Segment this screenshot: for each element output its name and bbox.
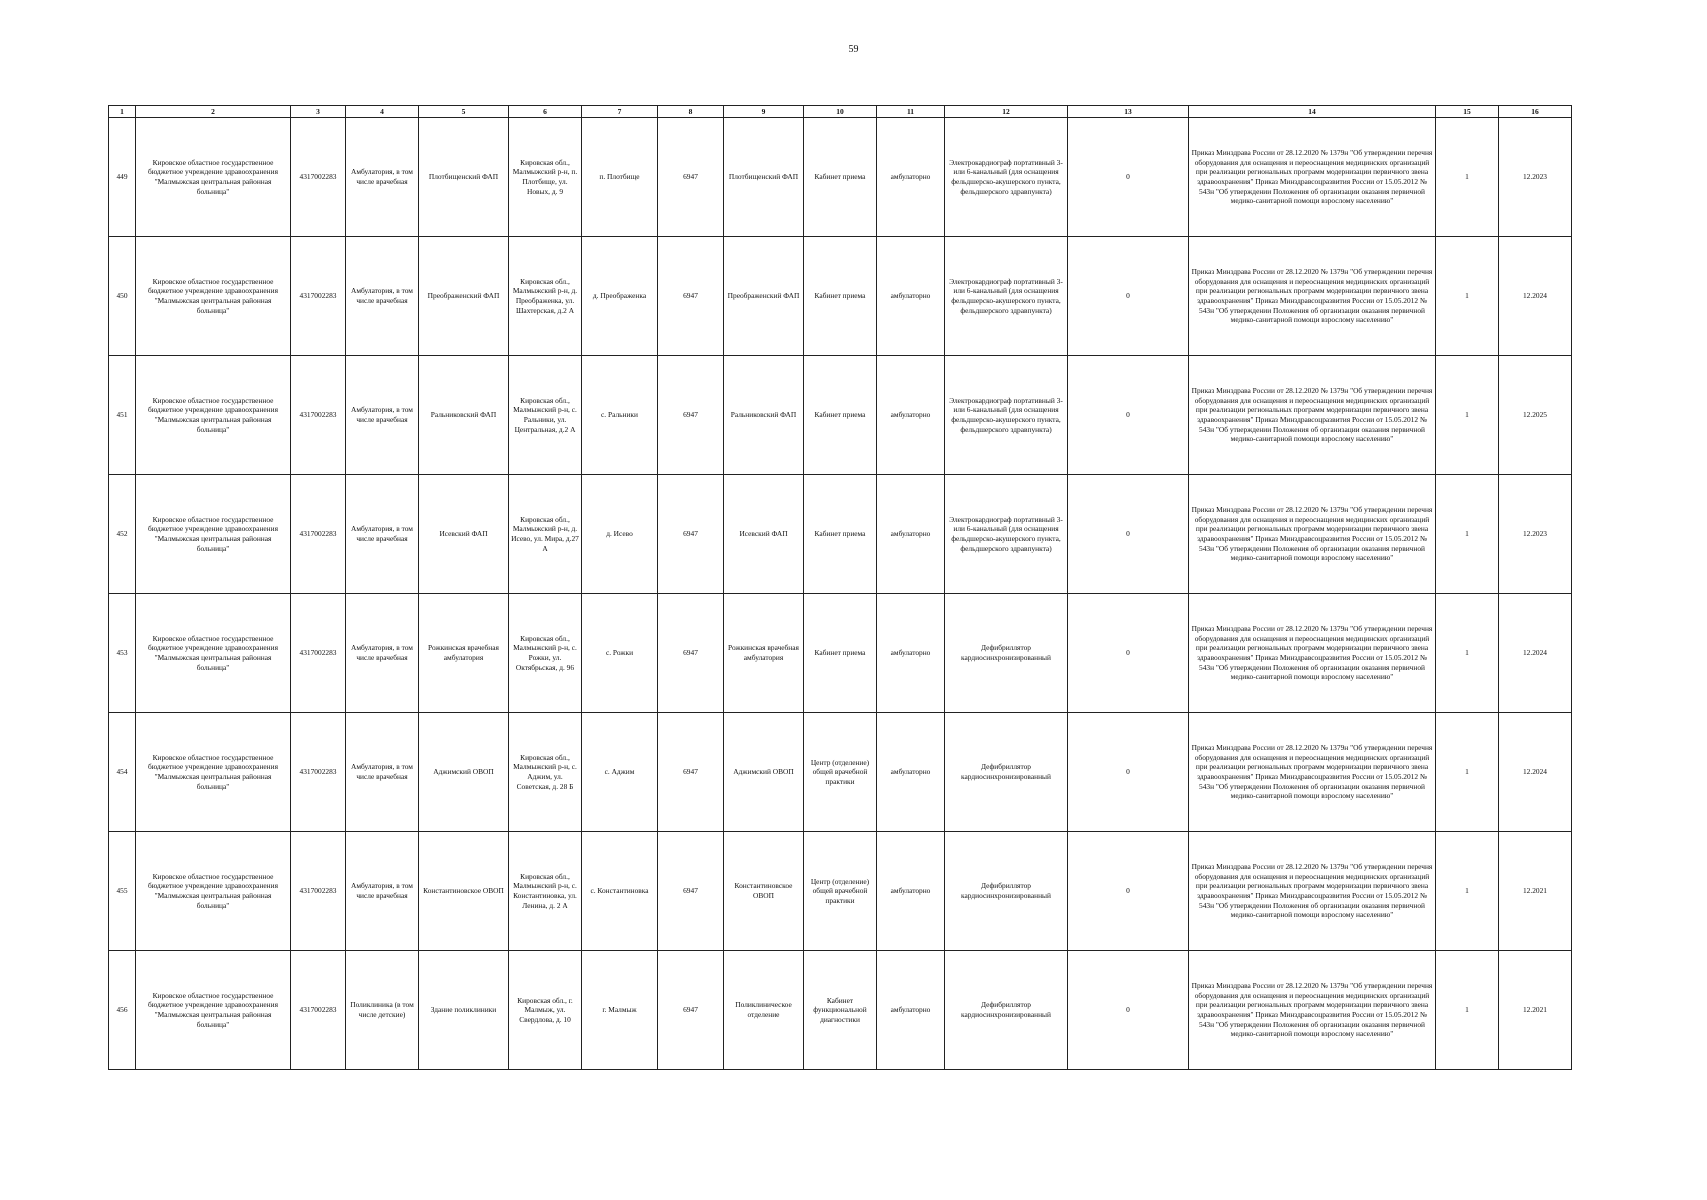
cell-col-13: 0: [1068, 237, 1189, 356]
cell-col-9: Плотбищенский ФАП: [724, 118, 804, 237]
cell-col-13: 0: [1068, 594, 1189, 713]
cell-col-4: Амбулатория, в том числе врачебная: [346, 475, 419, 594]
cell-col-2: Кировское областное государственное бюджетное учреждение здравоохранения "Малмыжская центральная районная больница": [136, 594, 291, 713]
cell-col-6: Кировская обл., Малмыжский р-н, п. Плотбище, ул. Новых, д. 9: [509, 118, 582, 237]
cell-col-13: 0: [1068, 475, 1189, 594]
cell-col-2: Кировское областное государственное бюджетное учреждение здравоохранения "Малмыжская центральная районная больница": [136, 832, 291, 951]
cell-col-1: 454: [109, 713, 136, 832]
cell-col-1: 453: [109, 594, 136, 713]
cell-col-10: Центр (отделение) общей врачебной практики: [804, 832, 877, 951]
cell-col-9: Поликлиническое отделение: [724, 951, 804, 1070]
table-row: [109, 951, 1572, 1070]
column-header-8: 8: [658, 106, 724, 118]
cell-col-16: 12.2024: [1499, 594, 1572, 713]
cell-col-6: Кировская обл., Малмыжский р-н, д. Преображенка, ул. Шахтерская, д.2 А: [509, 237, 582, 356]
cell-col-7: д. Преображенка: [582, 237, 658, 356]
cell-col-7: с. Рожки: [582, 594, 658, 713]
cell-col-1: 455: [109, 832, 136, 951]
cell-col-8: 6947: [658, 594, 724, 713]
cell-col-5: Рожкинская врачебная амбулатория: [419, 594, 509, 713]
cell-col-11: амбулаторно: [877, 475, 945, 594]
cell-col-15: 1: [1436, 951, 1499, 1070]
table-row: [109, 832, 1572, 951]
table-row: [109, 713, 1572, 832]
column-header-5: 5: [419, 106, 509, 118]
cell-col-11: амбулаторно: [877, 832, 945, 951]
cell-col-10: Кабинет приема: [804, 118, 877, 237]
cell-col-12: Дефибриллятор кардиосинхронизированный: [945, 951, 1068, 1070]
cell-col-6: Кировская обл., Малмыжский р-н, с. Константиновка, ул. Ленина, д. 2 А: [509, 832, 582, 951]
cell-col-5: Исевский ФАП: [419, 475, 509, 594]
column-header-16: 16: [1499, 106, 1572, 118]
cell-col-10: Кабинет приема: [804, 356, 877, 475]
cell-col-15: 1: [1436, 832, 1499, 951]
cell-col-2: Кировское областное государственное бюджетное учреждение здравоохранения "Малмыжская центральная районная больница": [136, 237, 291, 356]
cell-col-16: 12.2024: [1499, 237, 1572, 356]
cell-col-4: Амбулатория, в том числе врачебная: [346, 118, 419, 237]
cell-col-4: Амбулатория, в том числе врачебная: [346, 237, 419, 356]
column-header-12: 12: [945, 106, 1068, 118]
cell-col-7: с. Константиновка: [582, 832, 658, 951]
page-number: 59: [848, 44, 859, 55]
cell-col-1: 449: [109, 118, 136, 237]
cell-col-5: Ральниковский ФАП: [419, 356, 509, 475]
cell-col-10: Кабинет функциональной диагностики: [804, 951, 877, 1070]
column-header-1: 1: [109, 106, 136, 118]
cell-col-15: 1: [1436, 475, 1499, 594]
cell-col-9: Исевский ФАП: [724, 475, 804, 594]
cell-col-10: Кабинет приема: [804, 475, 877, 594]
cell-col-14: Приказ Минздрава России от 28.12.2020 № 1379н "Об утверждении перечня оборудования для оснащения и переоснащения медицинских организаций при реализации региональных программ модернизации первичного звена здравоохранения" Приказ Минздравсоцразвития России от 15.05.2012 № 543н "Об утверждении Положения об организации оказания первичной медико-санитарной помощи взрослому населению": [1189, 356, 1436, 475]
cell-col-12: Дефибриллятор кардиосинхронизированный: [945, 713, 1068, 832]
cell-col-10: Кабинет приема: [804, 594, 877, 713]
cell-col-6: Кировская обл., Малмыжский р-н, с. Рожки, ул. Октябрьская, д. 96: [509, 594, 582, 713]
cell-col-2: Кировское областное государственное бюджетное учреждение здравоохранения "Малмыжская центральная районная больница": [136, 118, 291, 237]
table-row: [109, 118, 1572, 237]
cell-col-14: Приказ Минздрава России от 28.12.2020 № 1379н "Об утверждении перечня оборудования для оснащения и переоснащения медицинских организаций при реализации региональных программ модернизации первичного звена здравоохранения" Приказ Минздравсоцразвития России от 15.05.2012 № 543н "Об утверждении Положения об организации оказания первичной медико-санитарной помощи взрослому населению": [1189, 832, 1436, 951]
cell-col-16: 12.2021: [1499, 832, 1572, 951]
cell-col-13: 0: [1068, 713, 1189, 832]
table-body: [109, 118, 1572, 1070]
equipment-table: [108, 105, 1572, 1070]
cell-col-16: 12.2021: [1499, 951, 1572, 1070]
cell-col-3: 4317002283: [291, 356, 346, 475]
cell-col-14: Приказ Минздрава России от 28.12.2020 № 1379н "Об утверждении перечня оборудования для оснащения и переоснащения медицинских организаций при реализации региональных программ модернизации первичного звена здравоохранения" Приказ Минздравсоцразвития России от 15.05.2012 № 543н "Об утверждении Положения об организации оказания первичной медико-санитарной помощи взрослому населению": [1189, 475, 1436, 594]
cell-col-12: Электрокардиограф портативный 3- или 6-канальный (для оснащения фельдшерско-акушерского пункта, фельдшерского здравпункта): [945, 356, 1068, 475]
column-header-9: 9: [724, 106, 804, 118]
table-row: [109, 594, 1572, 713]
cell-col-5: Преображенский ФАП: [419, 237, 509, 356]
header-row: [109, 106, 1572, 118]
cell-col-6: Кировская обл., Малмыжский р-н, д. Исево, ул. Мира, д.27 А: [509, 475, 582, 594]
cell-col-4: Амбулатория, в том числе врачебная: [346, 594, 419, 713]
cell-col-11: амбулаторно: [877, 951, 945, 1070]
cell-col-9: Ральниковский ФАП: [724, 356, 804, 475]
cell-col-8: 6947: [658, 475, 724, 594]
cell-col-9: Константиновское ОВОП: [724, 832, 804, 951]
cell-col-7: с. Аджим: [582, 713, 658, 832]
cell-col-10: Кабинет приема: [804, 237, 877, 356]
cell-col-3: 4317002283: [291, 475, 346, 594]
cell-col-3: 4317002283: [291, 118, 346, 237]
cell-col-13: 0: [1068, 356, 1189, 475]
cell-col-8: 6947: [658, 237, 724, 356]
cell-col-1: 451: [109, 356, 136, 475]
cell-col-5: Константиновское ОВОП: [419, 832, 509, 951]
cell-col-3: 4317002283: [291, 713, 346, 832]
cell-col-7: д. Исево: [582, 475, 658, 594]
table-row: [109, 356, 1572, 475]
table-row: [109, 475, 1572, 594]
cell-col-13: 0: [1068, 951, 1189, 1070]
cell-col-14: Приказ Минздрава России от 28.12.2020 № 1379н "Об утверждении перечня оборудования для оснащения и переоснащения медицинских организаций при реализации региональных программ модернизации первичного звена здравоохранения" Приказ Минздравсоцразвития России от 15.05.2012 № 543н "Об утверждении Положения об организации оказания первичной медико-санитарной помощи взрослому населению": [1189, 951, 1436, 1070]
cell-col-12: Электрокардиограф портативный 3- или 6-канальный (для оснащения фельдшерско-акушерского пункта, фельдшерского здравпункта): [945, 475, 1068, 594]
cell-col-4: Амбулатория, в том числе врачебная: [346, 713, 419, 832]
cell-col-5: Здание поликлиники: [419, 951, 509, 1070]
cell-col-11: амбулаторно: [877, 594, 945, 713]
column-header-4: 4: [346, 106, 419, 118]
column-header-15: 15: [1436, 106, 1499, 118]
cell-col-2: Кировское областное государственное бюджетное учреждение здравоохранения "Малмыжская центральная районная больница": [136, 713, 291, 832]
cell-col-8: 6947: [658, 832, 724, 951]
cell-col-3: 4317002283: [291, 951, 346, 1070]
cell-col-13: 0: [1068, 832, 1189, 951]
cell-col-2: Кировское областное государственное бюджетное учреждение здравоохранения "Малмыжская центральная районная больница": [136, 356, 291, 475]
cell-col-11: амбулаторно: [877, 713, 945, 832]
cell-col-7: п. Плотбище: [582, 118, 658, 237]
cell-col-12: Дефибриллятор кардиосинхронизированный: [945, 832, 1068, 951]
cell-col-6: Кировская обл., Малмыжский р-н, с. Аджим, ул. Советская, д. 28 Б: [509, 713, 582, 832]
cell-col-14: Приказ Минздрава России от 28.12.2020 № 1379н "Об утверждении перечня оборудования для оснащения и переоснащения медицинских организаций при реализации региональных программ модернизации первичного звена здравоохранения" Приказ Минздравсоцразвития России от 15.05.2012 № 543н "Об утверждении Положения об организации оказания первичной медико-санитарной помощи взрослому населению": [1189, 713, 1436, 832]
cell-col-6: Кировская обл., Малмыжский р-н, с. Ральники, ул. Центральная, д.2 А: [509, 356, 582, 475]
cell-col-15: 1: [1436, 713, 1499, 832]
column-header-11: 11: [877, 106, 945, 118]
cell-col-15: 1: [1436, 237, 1499, 356]
column-header-2: 2: [136, 106, 291, 118]
cell-col-1: 450: [109, 237, 136, 356]
cell-col-16: 12.2024: [1499, 713, 1572, 832]
cell-col-10: Центр (отделение) общей врачебной практики: [804, 713, 877, 832]
column-header-10: 10: [804, 106, 877, 118]
column-header-3: 3: [291, 106, 346, 118]
cell-col-4: Амбулатория, в том числе врачебная: [346, 356, 419, 475]
column-header-13: 13: [1068, 106, 1189, 118]
cell-col-3: 4317002283: [291, 832, 346, 951]
cell-col-16: 12.2023: [1499, 118, 1572, 237]
cell-col-5: Аджимский ОВОП: [419, 713, 509, 832]
cell-col-4: Поликлиника (в том числе детские): [346, 951, 419, 1070]
cell-col-6: Кировская обл., г. Малмыж, ул. Свердлова, д. 10: [509, 951, 582, 1070]
cell-col-11: амбулаторно: [877, 118, 945, 237]
cell-col-14: Приказ Минздрава России от 28.12.2020 № 1379н "Об утверждении перечня оборудования для оснащения и переоснащения медицинских организаций при реализации региональных программ модернизации первичного звена здравоохранения" Приказ Минздравсоцразвития России от 15.05.2012 № 543н "Об утверждении Положения об организации оказания первичной медико-санитарной помощи взрослому населению": [1189, 237, 1436, 356]
cell-col-5: Плотбищенский ФАП: [419, 118, 509, 237]
cell-col-8: 6947: [658, 356, 724, 475]
cell-col-14: Приказ Минздрава России от 28.12.2020 № 1379н "Об утверждении перечня оборудования для оснащения и переоснащения медицинских организаций при реализации региональных программ модернизации первичного звена здравоохранения" Приказ Минздравсоцразвития России от 15.05.2012 № 543н "Об утверждении Положения об организации оказания первичной медико-санитарной помощи взрослому населению": [1189, 594, 1436, 713]
cell-col-8: 6947: [658, 713, 724, 832]
cell-col-9: Преображенский ФАП: [724, 237, 804, 356]
table-row: [109, 237, 1572, 356]
cell-col-11: амбулаторно: [877, 237, 945, 356]
cell-col-2: Кировское областное государственное бюджетное учреждение здравоохранения "Малмыжская центральная районная больница": [136, 951, 291, 1070]
cell-col-15: 1: [1436, 594, 1499, 713]
cell-col-13: 0: [1068, 118, 1189, 237]
cell-col-8: 6947: [658, 951, 724, 1070]
cell-col-3: 4317002283: [291, 237, 346, 356]
cell-col-14: Приказ Минздрава России от 28.12.2020 № 1379н "Об утверждении перечня оборудования для оснащения и переоснащения медицинских организаций при реализации региональных программ модернизации первичного звена здравоохранения" Приказ Минздравсоцразвития России от 15.05.2012 № 543н "Об утверждении Положения об организации оказания первичной медико-санитарной помощи взрослому населению": [1189, 118, 1436, 237]
cell-col-12: Дефибриллятор кардиосинхронизированный: [945, 594, 1068, 713]
cell-col-1: 452: [109, 475, 136, 594]
cell-col-15: 1: [1436, 356, 1499, 475]
cell-col-12: Электрокардиограф портативный 3- или 6-канальный (для оснащения фельдшерско-акушерского пункта, фельдшерского здравпункта): [945, 237, 1068, 356]
cell-col-9: Рожкинская врачебная амбулатория: [724, 594, 804, 713]
cell-col-4: Амбулатория, в том числе врачебная: [346, 832, 419, 951]
cell-col-8: 6947: [658, 118, 724, 237]
cell-col-3: 4317002283: [291, 594, 346, 713]
cell-col-7: г. Малмыж: [582, 951, 658, 1070]
cell-col-11: амбулаторно: [877, 356, 945, 475]
cell-col-7: с. Ральники: [582, 356, 658, 475]
cell-col-9: Аджимский ОВОП: [724, 713, 804, 832]
column-header-6: 6: [509, 106, 582, 118]
column-header-14: 14: [1189, 106, 1436, 118]
cell-col-2: Кировское областное государственное бюджетное учреждение здравоохранения "Малмыжская центральная районная больница": [136, 475, 291, 594]
cell-col-16: 12.2023: [1499, 475, 1572, 594]
cell-col-15: 1: [1436, 118, 1499, 237]
column-header-7: 7: [582, 106, 658, 118]
cell-col-12: Электрокардиограф портативный 3- или 6-канальный (для оснащения фельдшерско-акушерского пункта, фельдшерского здравпункта): [945, 118, 1068, 237]
cell-col-1: 456: [109, 951, 136, 1070]
cell-col-16: 12.2025: [1499, 356, 1572, 475]
